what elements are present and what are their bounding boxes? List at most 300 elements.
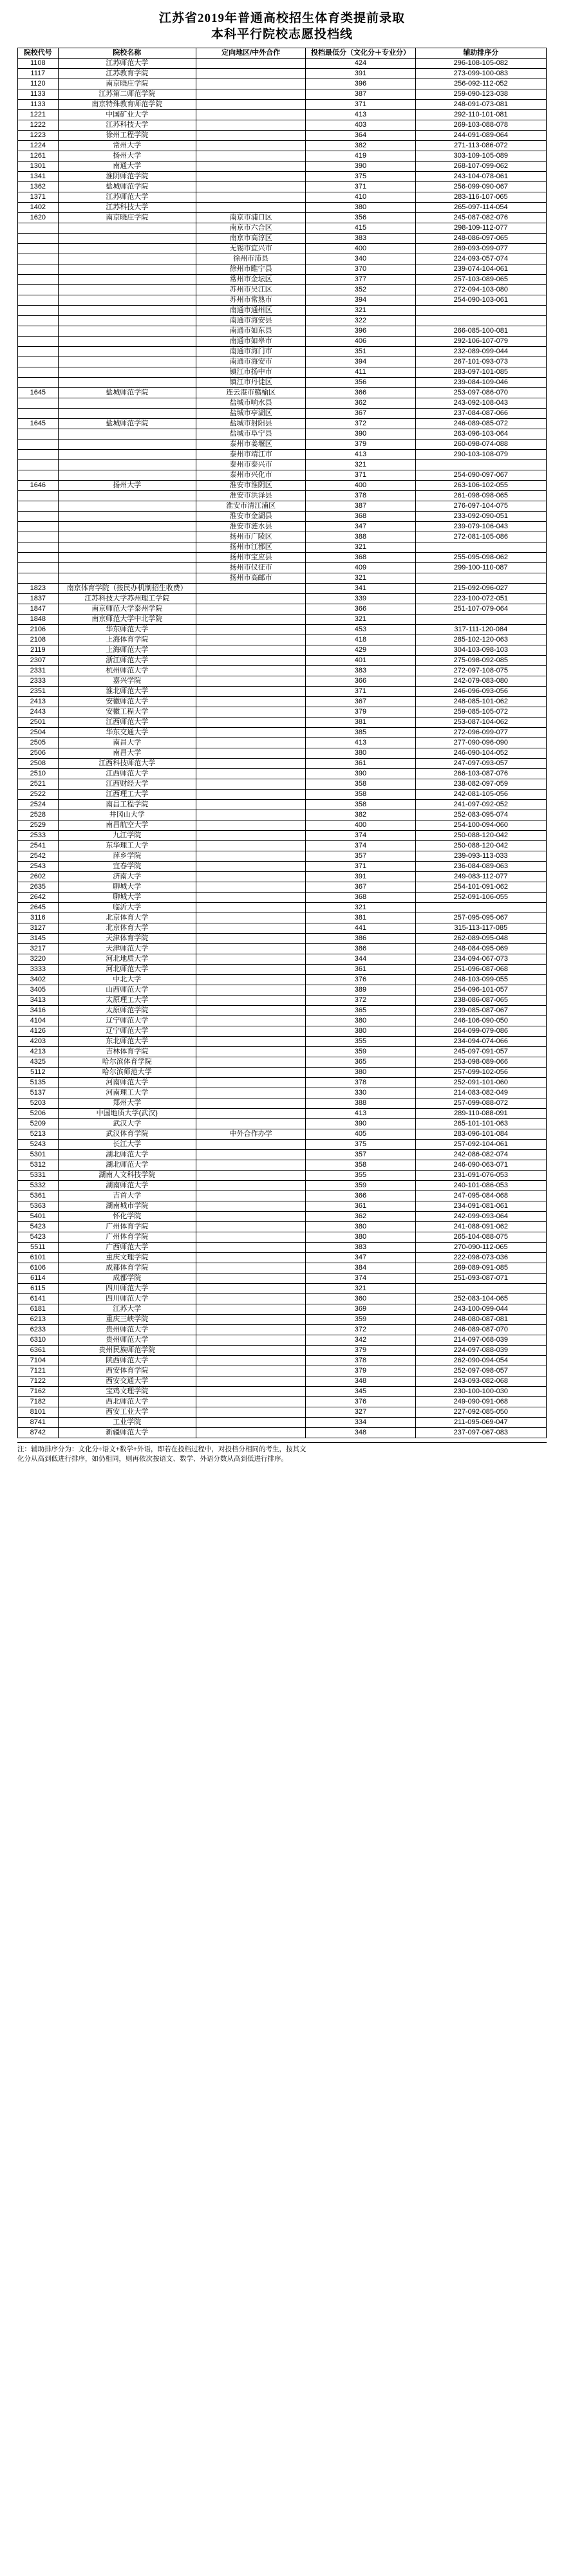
cell-code: 2331 <box>18 666 59 676</box>
table-row <box>18 1253 547 1263</box>
cell-direction <box>196 79 305 89</box>
cell-direction <box>196 1243 305 1253</box>
cell-name: 河北师范大学 <box>58 965 196 975</box>
cell-score: 375 <box>306 1140 415 1150</box>
table-row <box>18 182 547 192</box>
cell-direction <box>196 1407 305 1418</box>
cell-direction: 扬州市宝应县 <box>196 553 305 563</box>
table-row <box>18 460 547 470</box>
cell-aux: 304-103-098-103 <box>415 645 546 656</box>
cell-score: 344 <box>306 954 415 965</box>
table-row <box>18 491 547 501</box>
cell-code: 2505 <box>18 738 59 748</box>
cell-name: 江苏大学 <box>58 1304 196 1315</box>
table-row <box>18 1171 547 1181</box>
cell-name <box>58 542 196 553</box>
cell-aux: 259-090-123-038 <box>415 89 546 100</box>
cell-direction <box>196 759 305 769</box>
cell-code: 2533 <box>18 831 59 841</box>
cell-name <box>58 440 196 450</box>
cell-code: 5332 <box>18 1181 59 1191</box>
cell-score: 361 <box>306 759 415 769</box>
table-row <box>18 295 547 306</box>
cell-code: 5423 <box>18 1222 59 1232</box>
cell-score: 400 <box>306 481 415 491</box>
cell-direction: 淮安市清江浦区 <box>196 501 305 512</box>
cell-aux: 248-103-099-055 <box>415 975 546 985</box>
cell-score: 321 <box>306 460 415 470</box>
cell-aux: 257-103-089-065 <box>415 275 546 285</box>
table-row <box>18 965 547 975</box>
cell-direction <box>196 831 305 841</box>
cell-direction <box>196 1068 305 1078</box>
cell-aux: 243-104-078-061 <box>415 172 546 182</box>
cell-direction <box>196 687 305 697</box>
cell-name: 北京体育大学 <box>58 913 196 923</box>
table-row <box>18 676 547 687</box>
cell-name: 江苏师范大学 <box>58 59 196 69</box>
cell-name <box>58 223 196 234</box>
cell-code: 8742 <box>18 1428 59 1438</box>
cell-aux: 252-083-104-065 <box>415 1294 546 1304</box>
cell-code: 2443 <box>18 707 59 718</box>
cell-name: 西安工业大学 <box>58 1407 196 1418</box>
table-row <box>18 810 547 820</box>
cell-aux: 248-085-101-062 <box>415 697 546 707</box>
cell-direction: 无锡市宜兴市 <box>196 244 305 254</box>
cell-score: 383 <box>306 666 415 676</box>
cell-score: 347 <box>306 1253 415 1263</box>
cell-code: 1620 <box>18 213 59 223</box>
cell-direction <box>196 882 305 893</box>
cell-direction <box>196 584 305 594</box>
cell-score: 327 <box>306 1407 415 1418</box>
cell-code: 5331 <box>18 1171 59 1181</box>
cell-direction: 盐城市阜宁县 <box>196 429 305 440</box>
cell-code: 2413 <box>18 697 59 707</box>
cell-score: 378 <box>306 1078 415 1088</box>
cell-aux: 234-094-067-073 <box>415 954 546 965</box>
cell-code: 6310 <box>18 1335 59 1346</box>
cell-score: 361 <box>306 1201 415 1212</box>
cell-code: 8101 <box>18 1407 59 1418</box>
cell-code: 5511 <box>18 1243 59 1253</box>
cell-name: 贵州师范大学 <box>58 1335 196 1346</box>
cell-score: 368 <box>306 893 415 903</box>
cell-name <box>58 532 196 542</box>
cell-aux: 242-079-083-080 <box>415 676 546 687</box>
cell-code: 1221 <box>18 110 59 120</box>
cell-score: 368 <box>306 512 415 522</box>
cell-score: 400 <box>306 244 415 254</box>
table-row <box>18 934 547 944</box>
cell-score: 394 <box>306 357 415 367</box>
cell-aux: 261-098-098-065 <box>415 491 546 501</box>
table-row <box>18 790 547 800</box>
cell-code <box>18 512 59 522</box>
cell-direction <box>196 718 305 728</box>
cell-score: 386 <box>306 934 415 944</box>
cell-score: 381 <box>306 718 415 728</box>
cell-name: 江西理工大学 <box>58 790 196 800</box>
cell-code <box>18 553 59 563</box>
cell-code: 3145 <box>18 934 59 944</box>
cell-score: 355 <box>306 1171 415 1181</box>
cell-aux: 266-103-087-076 <box>415 769 546 779</box>
cell-score: 321 <box>306 306 415 316</box>
cell-direction <box>196 666 305 676</box>
table-body <box>18 59 547 1438</box>
cell-name <box>58 367 196 378</box>
table-row <box>18 1068 547 1078</box>
cell-score: 390 <box>306 769 415 779</box>
table-row <box>18 913 547 923</box>
cell-score: 375 <box>306 172 415 182</box>
column-header-aux: 辅助排序分 <box>415 48 546 59</box>
cell-name: 南京师范大学中北学院 <box>58 615 196 625</box>
cell-score: 410 <box>306 192 415 203</box>
cell-direction <box>196 1284 305 1294</box>
cell-name: 西安体育学院 <box>58 1366 196 1376</box>
cell-aux: 257-092-104-061 <box>415 1140 546 1150</box>
cell-code: 5243 <box>18 1140 59 1150</box>
cell-direction <box>196 1212 305 1222</box>
cell-name <box>58 460 196 470</box>
cell-name: 广州体育学院 <box>58 1222 196 1232</box>
cell-name: 辽宁师范大学 <box>58 1016 196 1026</box>
cell-score: 372 <box>306 996 415 1006</box>
cell-aux: 298-109-112-077 <box>415 223 546 234</box>
cell-aux: 246-106-090-050 <box>415 1016 546 1026</box>
cell-score: 330 <box>306 1088 415 1098</box>
cell-direction <box>196 913 305 923</box>
cell-code: 5135 <box>18 1078 59 1088</box>
cell-score: 380 <box>306 1068 415 1078</box>
cell-direction: 常州市金坛区 <box>196 275 305 285</box>
table-row <box>18 429 547 440</box>
cell-score: 377 <box>306 275 415 285</box>
cell-score: 429 <box>306 645 415 656</box>
cell-name: 萍乡学院 <box>58 851 196 862</box>
table-row <box>18 481 547 491</box>
cell-score: 362 <box>306 398 415 409</box>
cell-aux: 246-090-104-052 <box>415 748 546 759</box>
cell-aux: 252-083-095-074 <box>415 810 546 820</box>
cell-score: 358 <box>306 800 415 810</box>
cell-aux: 255-095-098-062 <box>415 553 546 563</box>
cell-code: 5423 <box>18 1232 59 1243</box>
cell-direction <box>196 1232 305 1243</box>
cell-score: 370 <box>306 264 415 275</box>
table-row <box>18 1006 547 1016</box>
cell-direction <box>196 965 305 975</box>
cell-code <box>18 501 59 512</box>
cell-direction <box>196 1263 305 1274</box>
cell-score: 321 <box>306 615 415 625</box>
cell-direction <box>196 594 305 604</box>
cell-code: 3333 <box>18 965 59 975</box>
table-row <box>18 470 547 481</box>
cell-name: 武汉体育学院 <box>58 1129 196 1140</box>
table-row <box>18 996 547 1006</box>
cell-code <box>18 398 59 409</box>
cell-name <box>58 409 196 419</box>
cell-code <box>18 347 59 357</box>
table-row <box>18 100 547 110</box>
cell-direction <box>196 1006 305 1016</box>
table-row <box>18 254 547 264</box>
cell-code: 2307 <box>18 656 59 666</box>
cell-name: 徐州工程学院 <box>58 131 196 141</box>
cell-name: 宜春学院 <box>58 862 196 872</box>
cell-direction <box>196 1171 305 1181</box>
cell-direction <box>196 59 305 69</box>
cell-code: 1823 <box>18 584 59 594</box>
table-row <box>18 1325 547 1335</box>
table-header <box>18 48 547 59</box>
cell-direction: 苏州市常熟市 <box>196 295 305 306</box>
cell-aux: 242-086-082-074 <box>415 1150 546 1160</box>
cell-code: 2543 <box>18 862 59 872</box>
cell-score: 386 <box>306 944 415 954</box>
cell-score: 390 <box>306 429 415 440</box>
cell-code: 1837 <box>18 594 59 604</box>
cell-score: 380 <box>306 1016 415 1026</box>
table-row <box>18 1078 547 1088</box>
cell-direction <box>196 89 305 100</box>
table-row <box>18 923 547 934</box>
cell-name: 盐城师范学院 <box>58 388 196 398</box>
cell-aux: 267-101-093-073 <box>415 357 546 367</box>
cell-name: 重庆三峡学院 <box>58 1315 196 1325</box>
cell-score: 357 <box>306 851 415 862</box>
cell-code: 5209 <box>18 1119 59 1129</box>
cell-score: 366 <box>306 604 415 615</box>
cell-aux: 299-100-110-087 <box>415 563 546 573</box>
cell-name <box>58 491 196 501</box>
table-row <box>18 1335 547 1346</box>
table-row <box>18 759 547 769</box>
cell-direction <box>196 800 305 810</box>
cell-score: 388 <box>306 1098 415 1109</box>
cell-name: 怀化学院 <box>58 1212 196 1222</box>
cell-score: 366 <box>306 388 415 398</box>
table-row <box>18 285 547 295</box>
cell-code: 3405 <box>18 985 59 996</box>
cell-aux: 275-098-092-085 <box>415 656 546 666</box>
cell-aux: 252-097-098-057 <box>415 1366 546 1376</box>
table-row <box>18 687 547 697</box>
cell-name: 贵州民族师范学院 <box>58 1346 196 1356</box>
table-row <box>18 584 547 594</box>
cell-direction: 泰州市泰兴市 <box>196 460 305 470</box>
cell-score: 322 <box>306 316 415 326</box>
table-row <box>18 1129 547 1140</box>
cell-name: 东北师范大学 <box>58 1037 196 1047</box>
cell-aux: 272-097-108-075 <box>415 666 546 676</box>
cell-direction <box>196 728 305 738</box>
cell-score: 371 <box>306 862 415 872</box>
cell-name: 天津体育学院 <box>58 934 196 944</box>
cell-name: 太原师范学院 <box>58 1006 196 1016</box>
cell-name: 江西师范大学 <box>58 718 196 728</box>
cell-name: 南京晓庄学院 <box>58 79 196 89</box>
cell-direction <box>196 1098 305 1109</box>
cell-direction <box>196 1356 305 1366</box>
cell-aux <box>415 573 546 584</box>
cell-aux: 254-096-101-057 <box>415 985 546 996</box>
cell-code: 2522 <box>18 790 59 800</box>
table-row <box>18 234 547 244</box>
cell-direction <box>196 1088 305 1098</box>
cell-name: 南昌工程学院 <box>58 800 196 810</box>
cell-name <box>58 563 196 573</box>
cell-code <box>18 491 59 501</box>
cell-score: 360 <box>306 1294 415 1304</box>
table-row <box>18 192 547 203</box>
cell-direction <box>196 1346 305 1356</box>
table-row <box>18 501 547 512</box>
table-row <box>18 172 547 182</box>
cell-code: 8741 <box>18 1418 59 1428</box>
cell-score: 379 <box>306 1366 415 1376</box>
cell-direction <box>196 192 305 203</box>
cell-code: 1133 <box>18 89 59 100</box>
cell-name: 江苏师范大学 <box>58 192 196 203</box>
table-row <box>18 800 547 810</box>
table-row <box>18 903 547 913</box>
cell-score: 342 <box>306 1335 415 1346</box>
cell-name: 扬州大学 <box>58 481 196 491</box>
cell-aux: 253-098-089-066 <box>415 1057 546 1068</box>
table-row <box>18 728 547 738</box>
cell-name: 江苏教育学院 <box>58 69 196 79</box>
cell-score: 358 <box>306 1160 415 1171</box>
cell-direction <box>196 676 305 687</box>
cell-direction <box>196 934 305 944</box>
cell-direction <box>196 851 305 862</box>
cell-aux: 250-088-120-042 <box>415 841 546 851</box>
cell-aux: 243-092-108-043 <box>415 398 546 409</box>
cell-score: 409 <box>306 563 415 573</box>
cell-score: 321 <box>306 903 415 913</box>
table-row <box>18 851 547 862</box>
cell-code: 1371 <box>18 192 59 203</box>
table-row <box>18 1212 547 1222</box>
cell-aux: 232-089-099-044 <box>415 347 546 357</box>
table-row <box>18 1346 547 1356</box>
cell-direction <box>196 1047 305 1057</box>
table-row <box>18 59 547 69</box>
cell-aux: 256-092-112-052 <box>415 79 546 89</box>
cell-score: 379 <box>306 440 415 450</box>
cell-score: 355 <box>306 1037 415 1047</box>
cell-aux: 256-099-090-067 <box>415 182 546 192</box>
table-row <box>18 69 547 79</box>
cell-direction: 南京市高淳区 <box>196 234 305 244</box>
cell-code <box>18 542 59 553</box>
cell-name <box>58 512 196 522</box>
cell-code: 6181 <box>18 1304 59 1315</box>
cell-name: 天津师范大学 <box>58 944 196 954</box>
cell-score: 380 <box>306 1026 415 1037</box>
cell-code: 1362 <box>18 182 59 192</box>
cell-score: 378 <box>306 1356 415 1366</box>
cell-direction <box>196 1181 305 1191</box>
cell-direction: 盐城市射阳县 <box>196 419 305 429</box>
cell-direction <box>196 748 305 759</box>
cell-name: 上海体育学院 <box>58 635 196 645</box>
cell-code <box>18 254 59 264</box>
cell-code <box>18 264 59 275</box>
cell-name: 济南大学 <box>58 872 196 882</box>
cell-direction <box>196 203 305 213</box>
cell-name: 哈尔滨体育学院 <box>58 1057 196 1068</box>
cell-code: 1341 <box>18 172 59 182</box>
cell-score: 411 <box>306 367 415 378</box>
cell-direction <box>196 707 305 718</box>
cell-code <box>18 563 59 573</box>
cell-code: 4325 <box>18 1057 59 1068</box>
cell-code: 5301 <box>18 1150 59 1160</box>
cell-code: 1848 <box>18 615 59 625</box>
cell-code: 5203 <box>18 1098 59 1109</box>
cell-code <box>18 450 59 460</box>
table-row <box>18 872 547 882</box>
cell-code: 1133 <box>18 100 59 110</box>
document-title <box>0 0 564 48</box>
cell-aux: 249-083-112-077 <box>415 872 546 882</box>
cell-score: 388 <box>306 532 415 542</box>
cell-code: 1120 <box>18 79 59 89</box>
table-row <box>18 1191 547 1201</box>
cell-score: 387 <box>306 89 415 100</box>
cell-aux: 234-094-074-066 <box>415 1037 546 1047</box>
cell-code: 2508 <box>18 759 59 769</box>
cell-name: 江西科技师范大学 <box>58 759 196 769</box>
cell-code: 3416 <box>18 1006 59 1016</box>
cell-direction: 泰州市靖江市 <box>196 450 305 460</box>
table-row <box>18 1222 547 1232</box>
table-row <box>18 357 547 367</box>
table-row <box>18 831 547 841</box>
cell-code: 2635 <box>18 882 59 893</box>
table-row <box>18 985 547 996</box>
cell-aux: 250-088-120-042 <box>415 831 546 841</box>
cell-code <box>18 460 59 470</box>
table-row <box>18 1181 547 1191</box>
cell-score: 453 <box>306 625 415 635</box>
cell-name <box>58 306 196 316</box>
table-row <box>18 532 547 542</box>
table-row <box>18 1098 547 1109</box>
cell-aux: 265-101-101-063 <box>415 1119 546 1129</box>
cell-direction <box>196 1376 305 1387</box>
cell-aux: 237-084-087-066 <box>415 409 546 419</box>
cell-score: 371 <box>306 100 415 110</box>
cell-score: 367 <box>306 882 415 893</box>
cell-name <box>58 429 196 440</box>
column-header-name: 院校名称 <box>58 48 196 59</box>
cell-name: 九江学院 <box>58 831 196 841</box>
cell-score: 441 <box>306 923 415 934</box>
cell-aux: 263-096-103-064 <box>415 429 546 440</box>
cell-direction <box>196 1428 305 1438</box>
cell-direction <box>196 996 305 1006</box>
cell-aux: 224-097-088-039 <box>415 1346 546 1356</box>
cell-code: 5363 <box>18 1201 59 1212</box>
cell-score: 352 <box>306 285 415 295</box>
